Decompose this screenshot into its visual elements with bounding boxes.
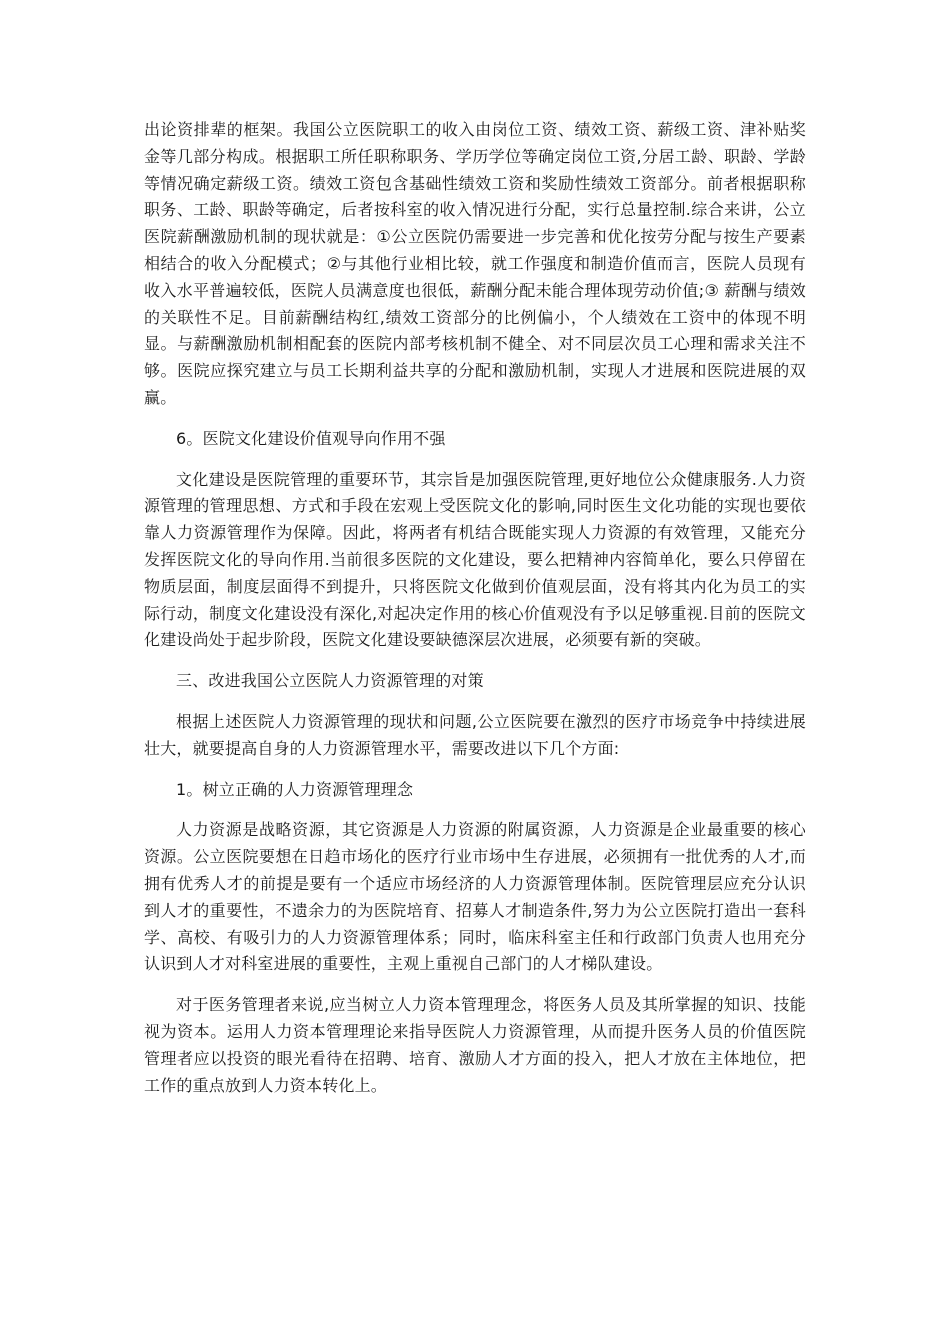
heading-hospital-culture: 6。医院文化建设价值观导向作用不强 (176, 428, 446, 448)
heading-improvement-measures: 三、改进我国公立医院人力资源管理的对策 (176, 671, 484, 691)
document-body (144, 117, 806, 1099)
paragraph-human-capital: 对于医务管理者来说,应当树立人力资本管理理念，将医务人员及其所掌握的知识、技能视为资本。运用人力资本管理理论来指导医院人力资源管理，从而提升医务人员的价值医院管理者应以投资的眼光看待在招聘、培育、激励人才方面的投入，把人才放在主体地位，把工作的重点放到人力资本转化上。 (144, 995, 806, 1095)
heading-hr-concept: 1。树立正确的人力资源管理理念 (176, 779, 414, 799)
paragraph-culture-building: 文化建设是医院管理的重要环节，其宗旨是加强医院管理,更好地位公众健康服务.人力资源管理的管理思想、方式和手段在宏观上受医院文化的影响,同时医生文化功能的实现也要依靠人力资源管理作为保障。因此，将两者有机结合既能实现人力资源的有效管理，又能充分发挥医院文化的导向作用.当前很多医院的文化建设，要么把精神内容简单化，要么只停留在物质层面，制度层面得不到提升，只将医院文化做到价值观层面，没有将其内化为员工的实际行动，制度文化建设没有深化,对起决定作用的核心价值观没有予以足够重视.目前的医院文化建设尚处于起步阶段，医院文化建设要缺德深层次进展，必须要有新的突破。 (144, 469, 806, 650)
paragraph-improvement-intro: 根据上述医院人力资源管理的现状和问题,公立医院要在激烈的医疗市场竞争中持续进展壮大，就要提高自身的人力资源管理水平，需要改进以下几个方面: (144, 711, 806, 758)
paragraph-salary-incentive: 出论资排辈的框架。我国公立医院职工的收入由岗位工资、绩效工资、薪级工资、津补贴奖金等几部分构成。根据职工所任职称职务、学历学位等确定岗位工资,分居工龄、职龄、学龄等情况确定薪级工资。绩效工资包含基础性绩效工资和奖励性绩效工资部分。前者根据职称职务、工龄、职龄等确定，后者按科室的收入情况进行分配，实行总量控制.综合来讲，公立医院薪酬激励机制的现状就是：①公立医院仍需要进一步完善和优化按劳分配与按生产要素相结合的收入分配模式；②与其他行业相比较，就工作强度和制造价值而言，医院人员现有收入水平普遍较低，医院人员满意度也很低，薪酬分配未能合理体现劳动价值;③ 薪酬与绩效的关联性不足。目前薪酬结构红,绩效工资部分的比例偏小，个人绩效在工资中的体现不明显。与薪酬激励机制相配套的医院内部考核机制不健全、对不同层次员工心理和需求关注不够。医院应探究建立与员工长期利益共享的分配和激励机制，实现人才进展和医院进展的双赢。 (144, 120, 806, 407)
paragraph-hr-strategic-resource: 人力资源是战略资源，其它资源是人力资源的附属资源，人力资源是企业最重要的核心资源。公立医院要想在日趋市场化的医疗行业市场中生存进展，必须拥有一批优秀的人才,而拥有优秀人才的前提是要有一个适应市场经济的人力资源管理体制。医院管理层应充分认识到人才的重要性，不遗余力的为医院培育、招募人才制造条件,努力为公立医院打造出一套科学、高校、有吸引力的人力资源管理体系；同时，临床科室主任和行政部门负责人也用充分认识到人才对科室进展的重要性，主观上重视自己部门的人才梯队建设。 (144, 820, 806, 974)
